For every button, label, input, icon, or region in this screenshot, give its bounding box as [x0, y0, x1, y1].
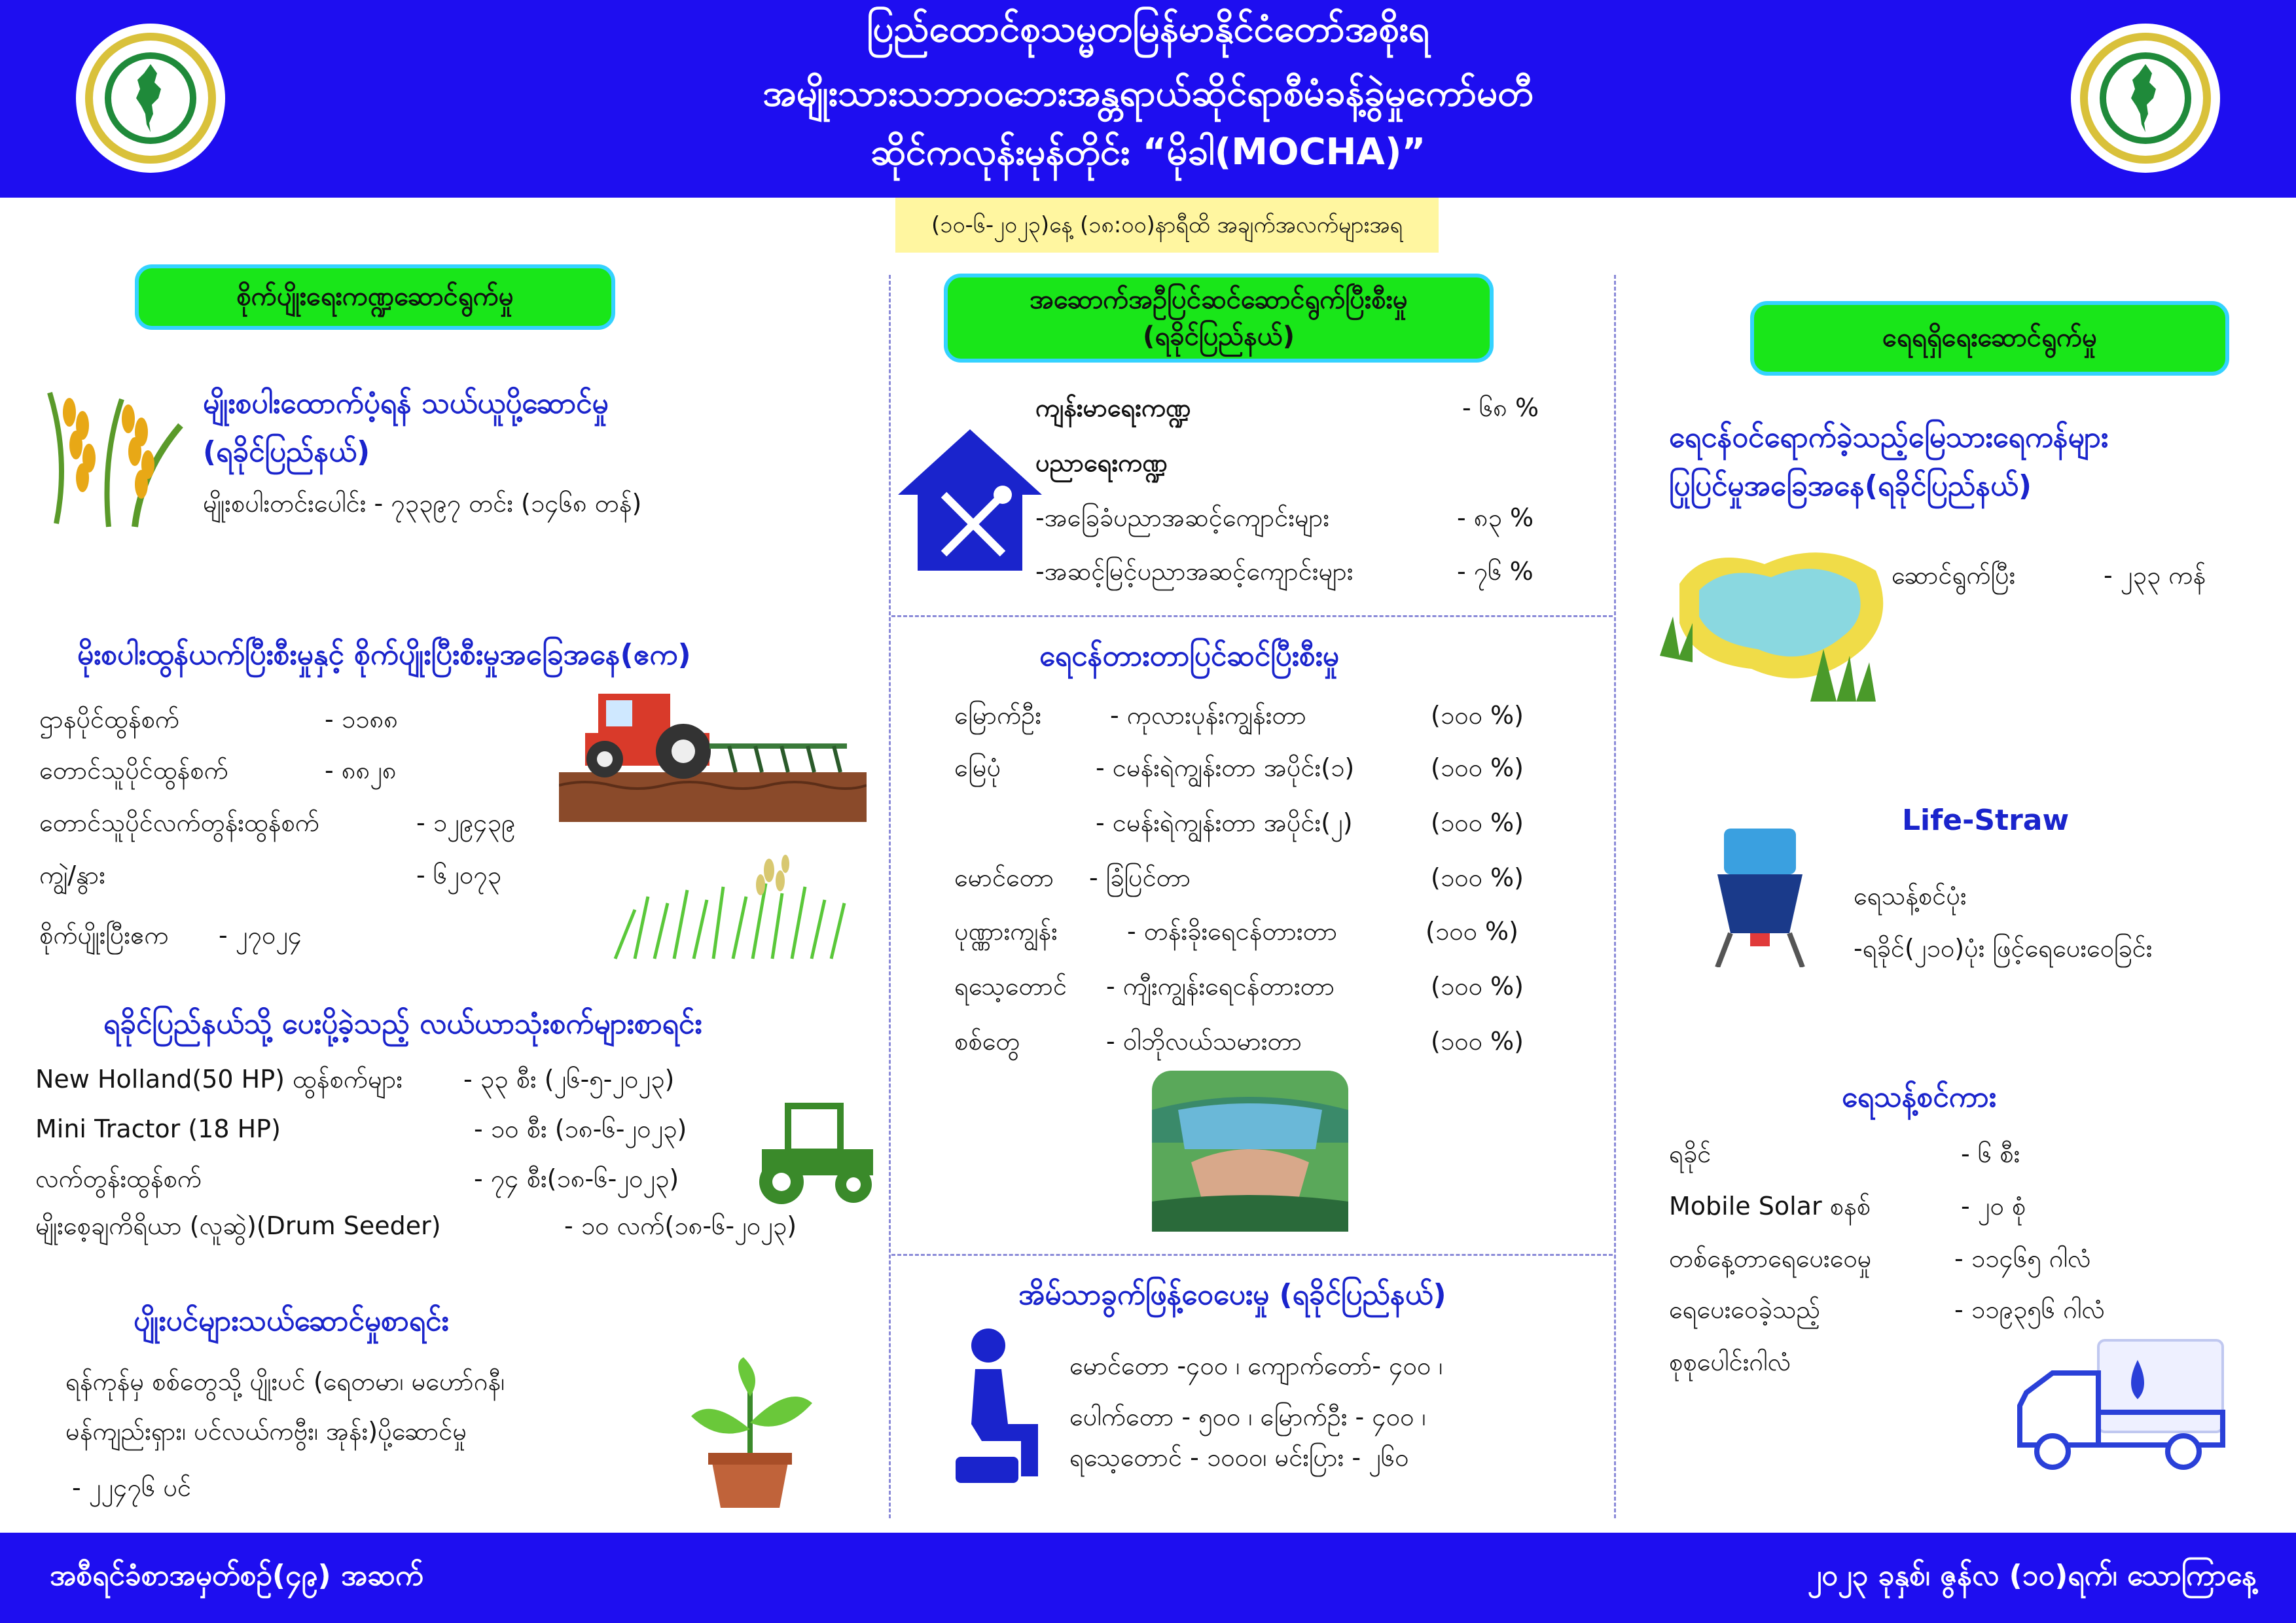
dam-landscape-icon [1152, 1071, 1348, 1232]
water-section-header: ရေရရှိရေးဆောင်ရွက်မှု [1750, 301, 2229, 376]
purifier-truck-title: ရေသန့်စင်ကား [1842, 1080, 1996, 1114]
embankment-place: ပုဏ္ဏားကျွန်း [954, 917, 1058, 946]
health-sector-value: - ၆၈ % [1462, 393, 1539, 422]
embankment-percent: (၁၀၀ %) [1431, 701, 1524, 730]
seedlings-line2: မန်ကျည်းရှား၊ ပင်လယ်ကဗွီး၊ အုန်း)ပို့ဆောင်မှု [65, 1417, 467, 1446]
toilet-distribution-title: အိမ်သာခွက်ဖြန့်ဝေပေးမှု (ရခိုင်ပြည်နယ်) [1018, 1278, 1446, 1311]
seedlings-line1: ရန်ကုန်မှ စစ်တွေသို့ ပျိုးပင် (ရေတမာ၊ မဟော်ဂနီ၊ [65, 1367, 505, 1396]
embankment-desc: - ဝါဘိုလယ်သမားတာ [1106, 1027, 1302, 1056]
truck-row-value: - ၂၀ စုံ [1961, 1192, 2026, 1221]
truck-row-value: - ၁၁၉၃၅၆ ဂါလံ [1954, 1295, 2106, 1324]
machine-row-value: - ၁၀ လက်(၁၈-၆-၂၀၂၃) [564, 1211, 797, 1240]
embankment-percent: (၁၀၀ %) [1431, 808, 1524, 837]
embankment-percent: (၁၀၀ %) [1431, 1027, 1524, 1056]
embankment-percent: (၁၀၀ %) [1431, 753, 1524, 782]
pond-completed-label: ဆောင်ရွက်ပြီး [1892, 561, 2016, 590]
buildings-section-title-line1: အဆောက်အဦပြင်ဆင်ဆောင်ရွက်ပြီးစီးမှု [1030, 285, 1408, 315]
seed-quantity: မျိုးစပါးတင်းပေါင်း - ၇၃၃၉၇ တင်း (၁၄၆၈ တန်) [203, 489, 642, 518]
seedlings-quantity: - ၂၂၄၇၆ ပင် [72, 1473, 192, 1502]
machine-row-label: လက်တွန်းထွန်စက် [35, 1164, 202, 1193]
date-note: (၁၀-၆-၂၀၂၃)နေ့ (၁၈:၀၀)နာရီထိ အချက်အလက်များအရ [895, 198, 1439, 253]
education-row-value: - ၇၆ % [1457, 557, 1534, 586]
embankment-place: မောင်တော [954, 863, 1054, 892]
plowing-row-label: ဌာနပိုင်ထွန်စက် [39, 705, 180, 734]
embankment-percent: (၁၀၀ %) [1431, 972, 1524, 1001]
plowing-row-value: - ၆၂၀၇၃ [416, 861, 501, 889]
embankment-place: မြေပုံ [954, 753, 1001, 782]
pond-title-line1: ရေငန်ဝင်ရောက်ခဲ့သည့်မြေသားရေကန်များ [1669, 421, 2108, 454]
embankment-desc: - ငမန်းရဲကျွန်းတာ အပိုင်း(၂) [1096, 808, 1353, 837]
pond-icon [1653, 538, 1895, 703]
plowing-status-title: မိုးစပါးထွန်ယက်ပြီးစီးမှုနှင့် စိုက်ပျိုးပြီးစီးမှုအခြေအနေ(ဧက) [77, 638, 691, 671]
report-date: ၂၀၂၃ ခုနှစ်၊ ဇွန်လ (၁၀)ရက်၊ သောကြာနေ့ [1807, 1559, 2257, 1592]
water-truck-icon [2013, 1334, 2227, 1479]
health-sector-label: ကျန်းမာရေးကဏ္ဍ [1035, 393, 1191, 422]
footer-banner [0, 1533, 2296, 1623]
truck-row-label: စုစုပေါင်းဂါလံ [1669, 1347, 1791, 1376]
plowing-row-label: စိုက်ပျိုးပြီးဧက [39, 921, 169, 950]
header-title-line3: ဆိုင်ကလုန်းမုန်တိုင်း “မိုခါ(MOCHA)” [870, 131, 1426, 173]
plowing-row-label: တောင်သူပိုင်လက်တွန်းထွန်စက် [39, 808, 319, 837]
machine-row-value: - ၃၃ စီး (၂၆-၅-၂၀၂၃) [463, 1065, 675, 1094]
embankment-percent: (၁၀၀ %) [1426, 917, 1518, 946]
divider-left [889, 275, 891, 1518]
lifestraw-line2: -ရခိုင်(၂၁၀)ပုံး ဖြင့်ရေပေးဝေခြင်း [1854, 934, 2153, 963]
pond-title-line2: ပြုပြင်မှုအခြေအနေ(ရခိုင်ပြည်နယ်) [1669, 469, 2032, 503]
plowing-row-value: - ၈၈၂၈ [325, 756, 397, 785]
report-number: အစီရင်ခံစာအမှတ်စဉ်(၄၉) အဆက် [50, 1559, 423, 1592]
header-title-line2: အမျိုးသားသဘာဝဘေးအန္တရာယ်ဆိုင်ရာစီမံခန့်ခွဲမှုကော်မတီ [762, 72, 1534, 115]
truck-row-label: ရခိုင် [1669, 1139, 1712, 1168]
embankment-desc: - ကျီးကျွန်းရေငန်တားတာ [1106, 972, 1335, 1001]
embankment-desc: - ငမန်းရဲကျွန်းတာ အပိုင်း(၁) [1096, 753, 1355, 782]
embankment-place: ရသေ့တောင် [954, 972, 1067, 1001]
red-tractor-plow-icon [559, 674, 867, 822]
divider-mid-1 [891, 615, 1613, 617]
education-row-label: -အဆင့်မြင့်ပညာအဆင့်ကျောင်းများ [1035, 557, 1354, 586]
buildings-section-title-line2: (ရခိုင်ပြည်နယ်) [1143, 321, 1295, 351]
education-sector-label: ပညာရေးကဏ္ဍ [1035, 448, 1168, 477]
education-row-value: - ၈၃ % [1457, 503, 1534, 532]
plowing-row-value: - ၁၁၈၈ [325, 705, 398, 734]
toilet-line1: မောင်တော -၄၀၀ ၊ ကျောက်တော်- ၄၀၀ ၊ [1069, 1351, 1443, 1380]
truck-row-label: Mobile Solar စနစ် [1669, 1192, 1871, 1221]
embankment-place: မြောက်ဦး [954, 701, 1041, 730]
lifestraw-line1: ရေသန့်စင်ပုံး [1854, 882, 1967, 910]
truck-row-value: - ၁၁၄၆၅ ဂါလံ [1954, 1244, 2091, 1273]
buildings-section-header [944, 274, 1494, 363]
lifestraw-title: Life-Straw [1902, 804, 2070, 837]
embankment-desc: - တန်းခိုးရေငန်တားတာ [1127, 917, 1338, 946]
toilet-line3: ရသေ့တောင် - ၁၀၀၀၊ မင်းပြား - ၂၆၀ [1069, 1443, 1409, 1472]
truck-row-label: တစ်နေ့တာရေပေးဝေမှု [1669, 1244, 1872, 1273]
machine-row-value: - ၁၀ စီး (၁၈-၆-၂၀၂၃) [474, 1115, 687, 1143]
machine-row-value: - ၇၄ စီး(၁၈-၆-၂၀၂၃) [474, 1164, 679, 1193]
education-row-label: -အခြေခံပညာအဆင့်ကျောင်းများ [1035, 503, 1330, 532]
machine-row-label: New Holland(50 HP) ထွန်စက်များ [35, 1065, 403, 1094]
header-title-line1: ပြည်ထောင်စုသမ္မတမြန်မာနိုင်ငံတော်အစိုးရ [867, 8, 1429, 50]
divider-right [1614, 275, 1616, 1518]
header-banner [0, 0, 2296, 198]
potted-plant-icon [685, 1357, 816, 1512]
embankment-place: စစ်တွေ [954, 1027, 1020, 1056]
rice-field-icon [609, 851, 851, 962]
plowing-row-label: တောင်သူပိုင်ထွန်စက် [39, 756, 228, 785]
embankment-desc: - ခြံပြင်တာ [1089, 863, 1191, 892]
machines-sent-title: ရခိုင်ပြည်နယ်သို့ ပေးပို့ခဲ့သည့် လယ်ယာသုံးစက်များစာရင်း [103, 1007, 702, 1041]
plowing-row-value: - ၂၇၀၂၄ [219, 921, 302, 950]
water-filter-bucket-icon [1711, 822, 1809, 967]
plowing-row-label: ကျွဲ/နွား [39, 861, 105, 889]
truck-row-label: ရေပေးဝေခဲ့သည့် [1669, 1295, 1821, 1324]
machine-row-label: Mini Tractor (18 HP) [35, 1115, 281, 1143]
embankment-desc: - ကုလားပုန်းကျွန်းတာ [1110, 701, 1306, 730]
divider-mid-2 [891, 1254, 1613, 1256]
truck-row-value: - ၆ စီး [1961, 1139, 2020, 1168]
green-tractor-icon [749, 1099, 884, 1207]
rice-plant-icon [30, 380, 187, 530]
house-repair-icon [891, 423, 1049, 575]
agriculture-section-header: စိုက်ပျိုးရေးကဏ္ဍဆောင်ရွက်မှု [135, 264, 615, 330]
machine-row-label: မျိုးစေ့ချကိရိယာ (လူဆွဲ)(Drum Seeder) [35, 1211, 441, 1240]
toilet-line2: ပေါက်တော - ၅၀၀ ၊ မြောက်ဦး - ၄၀၀ ၊ [1069, 1402, 1426, 1431]
seed-title-line1: မျိုးစပါးထောက်ပံ့ရန် သယ်ယူပို့ဆောင်မှု [203, 387, 609, 420]
pond-completed-value: - ၂၃၃ ကန် [2104, 561, 2206, 590]
seedlings-title: ပျိုးပင်များသယ်ဆောင်မှုစာရင်း [134, 1304, 449, 1338]
seed-title-line2: (ရခိုင်ပြည်နယ်) [203, 435, 370, 469]
embankment-percent: (၁၀၀ %) [1431, 863, 1524, 892]
plowing-row-value: - ၁၂၉၄၃၉ [416, 808, 516, 837]
embankment-title: ရေငန်တားတာပြင်ဆင်ပြီးစီးမှု [1039, 639, 1339, 673]
toilet-user-icon [956, 1326, 1039, 1483]
